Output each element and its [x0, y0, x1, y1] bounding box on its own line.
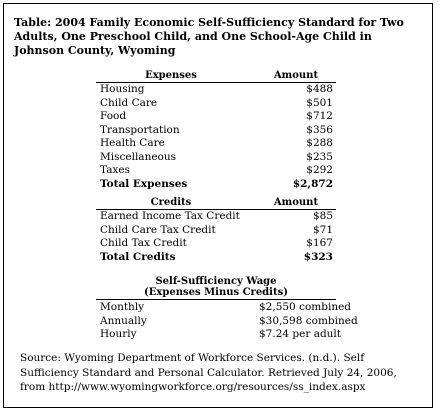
expense-label: Food	[100, 110, 127, 122]
expense-label: Taxes	[100, 164, 130, 176]
credit-amount: $167	[306, 237, 333, 249]
source-citation: Source: Wyoming Department of Workforce Services. (n.d.). Self Sufficiency Standard and Personal Calculator. Retrieved July 24, 2006, from http://www.wyomingworkforce.org/resources/ss_index.aspx	[20, 352, 397, 393]
wage-divider	[96, 299, 336, 300]
wage-title	[96, 276, 336, 298]
wage-label: Annually	[100, 314, 147, 327]
expense-row	[96, 124, 336, 138]
credit-amount: $71	[312, 223, 333, 236]
expense-amount: $292	[306, 164, 333, 176]
wage-table	[96, 301, 358, 342]
expense-row	[96, 110, 336, 124]
credit-row	[96, 237, 336, 251]
credits-total-row	[96, 251, 336, 265]
expense-row	[96, 151, 336, 165]
expense-label: Miscellaneous	[100, 150, 177, 163]
credits-header-label: Credits	[150, 197, 192, 208]
expense-label: Transportation	[100, 123, 180, 136]
expense-amount: $235	[306, 150, 333, 163]
credit-label: Earned Income Tax Credit	[100, 210, 240, 222]
expense-amount: $288	[306, 137, 333, 149]
credit-label: Child Tax Credit	[100, 237, 187, 249]
document-frame	[3, 3, 433, 408]
credit-row	[96, 224, 336, 238]
wage-row	[96, 301, 352, 315]
table-title: Table: 2004 Family Economic Self-Sufficiency Standard for Two Adults, One Preschool Child, and One School-Age Child in Johnson County, Wyoming	[14, 16, 404, 57]
wage-value: $2,550 combined	[259, 301, 352, 313]
credits-table	[96, 197, 336, 264]
wage-title-line2: (Expenses Minus Credits)	[144, 287, 288, 298]
wage-row	[96, 314, 358, 329]
expense-amount: $488	[306, 83, 333, 95]
credit-amount: $85	[312, 210, 333, 222]
wage-value: $30,598 combined	[259, 314, 358, 327]
wage-row	[96, 328, 342, 342]
expenses-table	[96, 70, 336, 191]
expense-amount: $712	[306, 110, 333, 122]
expense-row	[96, 83, 336, 97]
credit-row	[96, 210, 336, 224]
credit-label: Child Care Tax Credit	[100, 223, 216, 236]
expenses-header-label: Expenses	[145, 70, 197, 81]
credits-header-amount: Amount	[273, 197, 319, 208]
expense-row	[96, 137, 336, 151]
wage-value: $7.24 per adult	[259, 328, 342, 340]
expense-label: Housing	[100, 83, 145, 95]
expense-amount: $356	[306, 123, 333, 136]
expenses-header	[96, 70, 336, 83]
wage-title-line1: Self-Sufficiency Wage	[155, 276, 277, 287]
expense-label: Health Care	[100, 137, 165, 149]
expense-row	[96, 164, 336, 178]
expenses-total-amount: $2,872	[292, 177, 333, 190]
wage-label: Hourly	[100, 328, 137, 340]
expense-row	[96, 97, 336, 111]
expenses-header-amount: Amount	[273, 70, 319, 81]
wage-label: Monthly	[100, 301, 145, 313]
expense-amount: $501	[306, 96, 333, 109]
credits-header	[96, 197, 336, 210]
credits-total-amount: $323	[303, 250, 333, 263]
expense-label: Child Care	[100, 96, 158, 109]
credits-total-label: Total Credits	[100, 250, 176, 263]
expenses-total-label: Total Expenses	[100, 177, 188, 190]
expenses-total-row	[96, 178, 336, 192]
